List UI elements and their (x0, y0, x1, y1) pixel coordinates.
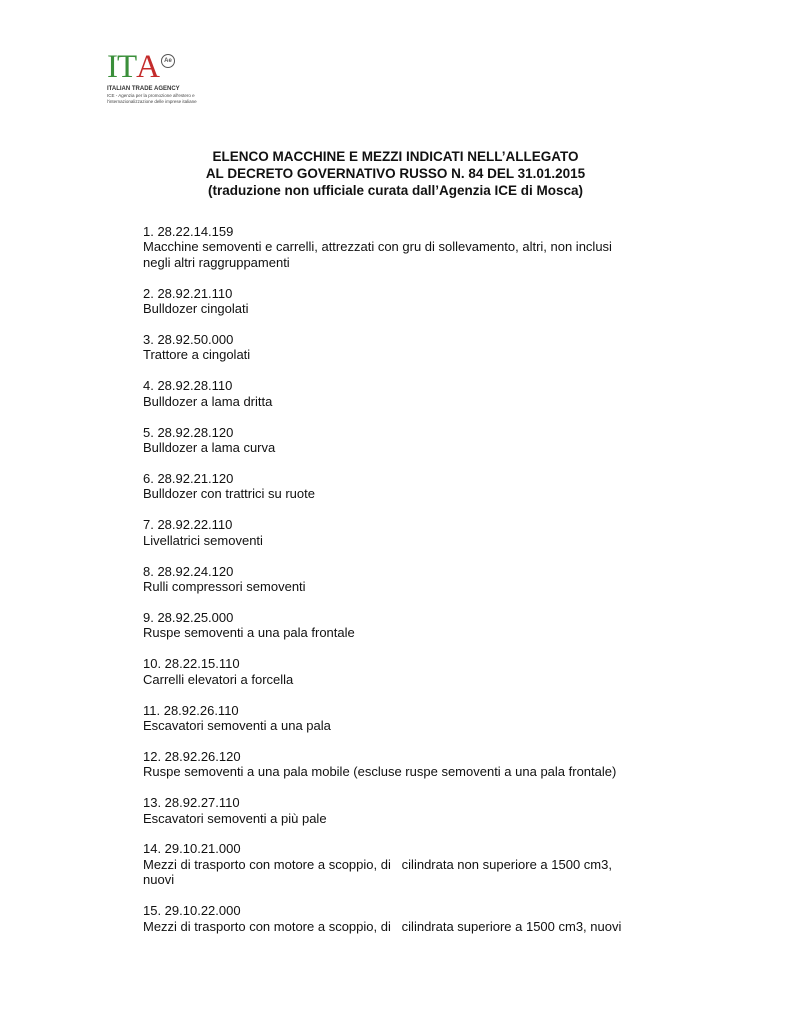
item-description: Bulldozer a lama dritta (143, 393, 273, 409)
title-line2: AL DECRETO GOVERNATIVO RUSSO N. 84 DEL 31.01.2015 (205, 166, 586, 181)
logo-ae-icon: Ae (161, 54, 175, 68)
item-description-continued: negli altri raggruppamenti (143, 254, 290, 270)
list-item (143, 610, 643, 641)
item-description: Macchine semoventi e carrelli, attrezzati con gru di sollevamento, altri, non inclusi (143, 239, 612, 255)
logo-description-line1: ICE - Agenzia per la promozione all'estero e (107, 93, 195, 98)
item-code: 15. 29.10.22.000 (143, 903, 241, 919)
list-item (143, 425, 643, 456)
logo-letter-i: I (107, 49, 117, 85)
list-item (143, 703, 643, 734)
item-description-continued: nuovi (143, 872, 175, 888)
item-description: Trattore a cingolati (143, 347, 251, 363)
item-code: 12. 28.92.26.120 (143, 748, 241, 764)
list-item (143, 795, 643, 826)
item-description: Carrelli elevatori a forcella (143, 671, 294, 687)
list-item (143, 471, 643, 502)
item-description: Bulldozer cingolati (143, 301, 249, 317)
item-code: 6. 28.92.21.120 (143, 470, 234, 486)
item-description: Ruspe semoventi a una pala mobile (escluse ruspe semoventi a una pala frontale) (143, 764, 617, 780)
item-code: 3. 28.92.50.000 (143, 332, 234, 348)
document-title (0, 148, 791, 199)
logo-description-line2: l'internazionalizzazione delle imprese italiane (107, 98, 197, 104)
machine-list (143, 224, 643, 950)
item-code: 2. 28.92.21.110 (143, 285, 233, 301)
item-description: Bulldozer a lama curva (143, 440, 276, 456)
item-code: 7. 28.92.22.110 (143, 517, 233, 533)
item-code: 9. 28.92.25.000 (143, 609, 234, 625)
list-item (143, 378, 643, 409)
list-item (143, 286, 643, 317)
item-description: Mezzi di trasporto con motore a scoppio, di cilindrata non superiore a 1500 cm3, (143, 856, 612, 872)
item-description: Bulldozer con trattrici su ruote (143, 486, 315, 502)
list-item (143, 749, 643, 780)
item-code: 1. 28.22.14.159 (143, 224, 234, 239)
item-description: Livellatrici semoventi (143, 532, 263, 548)
logo-letter-t: T (117, 49, 137, 85)
item-description: Escavatori semoventi a più pale (143, 810, 327, 826)
item-description: Ruspe semoventi a una pala frontale (143, 625, 355, 641)
list-item (143, 841, 643, 887)
item-description: Mezzi di trasporto con motore a scoppio, di cilindrata superiore a 1500 cm3, nuovi (143, 918, 622, 934)
list-item (143, 656, 643, 687)
list-item (143, 903, 643, 934)
item-description: Rulli compressori semoventi (143, 579, 306, 594)
list-item (143, 224, 643, 270)
item-code: 8. 28.92.24.120 (143, 563, 234, 579)
list-item (143, 517, 643, 548)
title-line3: (traduzione non ufficiale curata dall’Agenzia ICE di Mosca) (207, 183, 584, 198)
item-code: 5. 28.92.28.120 (143, 424, 234, 440)
logo-agency-name: ITALIAN TRADE AGENCY (107, 86, 180, 92)
logo-mark (107, 49, 217, 85)
list-item (143, 332, 643, 363)
title-line1: ELENCO MACCHINE E MEZZI INDICATI NELL’ALLEGATO (212, 149, 579, 164)
item-code: 13. 28.92.27.110 (143, 795, 240, 811)
item-code: 11. 28.92.26.110 (143, 702, 239, 718)
logo-letter-a: A (136, 49, 160, 85)
item-description: Escavatori semoventi a una pala (143, 717, 331, 733)
item-code: 10. 28.22.15.110 (143, 656, 240, 672)
item-code: 14. 29.10.21.000 (143, 841, 241, 857)
ita-logo (107, 49, 217, 104)
item-code: 4. 28.92.28.110 (143, 378, 233, 394)
list-item (143, 564, 643, 595)
